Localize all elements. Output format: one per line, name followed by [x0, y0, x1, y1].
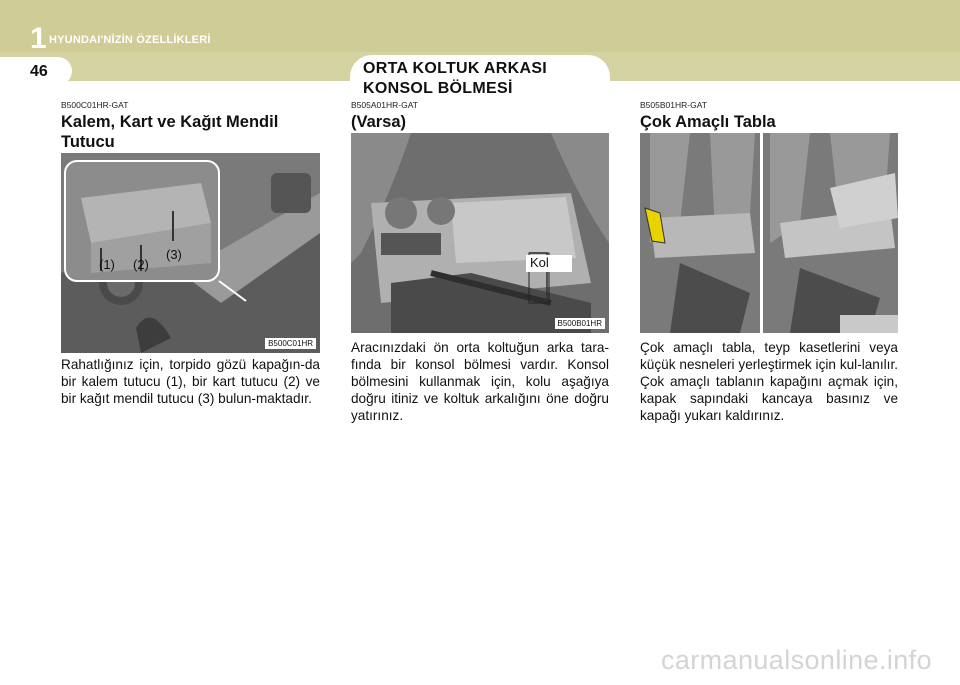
console-illustration	[351, 133, 609, 333]
section-title: ORTA KOLTUK ARKASI KONSOL BÖLMESİ	[363, 60, 548, 97]
column-pen-card-holder	[61, 100, 319, 152]
tray-photo	[640, 133, 898, 333]
body-text: Rahatlığınız için, torpido gözü kapağın-da bir kalem tutucu (1), bir kart tutucu (2) ve bir kağıt mendil tutucu (3) bulun-maktadır.	[61, 357, 320, 406]
glovebox-photo	[61, 153, 320, 353]
section-code: B500C01HR-GAT	[61, 100, 129, 110]
page-number: 46	[30, 63, 48, 80]
column-console-storage	[351, 100, 609, 132]
tray-illustration	[640, 133, 898, 333]
image-code: B500C01HR	[265, 338, 316, 349]
section-heading: Kalem, Kart ve Kağıt Mendil Tutucu	[61, 113, 279, 151]
chapter-number: 1	[30, 22, 47, 55]
section-heading: (Varsa)	[351, 113, 407, 131]
section-code: B505A01HR-GAT	[351, 100, 418, 110]
body-text: Aracınızdaki ön orta koltuğun arka tara-fında bir konsol bölmesi vardır. Konsol bölmesini kullanmak için, kolu aşağıya doğru itiniz ve koltuk arkalığını öne doğru yatırınız.	[351, 340, 609, 423]
glovebox-illustration	[61, 153, 320, 353]
callout-3: (3)	[166, 247, 182, 262]
column-multipurpose-tray	[640, 100, 898, 132]
watermark: carmanualsonline.info	[660, 645, 932, 675]
section-code: B505B01HR-GAT	[640, 100, 707, 110]
section-heading: Çok Amaçlı Tabla	[640, 113, 776, 131]
console-photo	[351, 133, 609, 333]
chapter-title: HYUNDAI'NİZİN ÖZELLİKLERİ	[49, 34, 211, 46]
callout-1: (1)	[99, 257, 115, 272]
callout-2: (2)	[133, 257, 149, 272]
image-code: B500B01HR	[555, 318, 605, 329]
callout-lever: Kol	[530, 255, 549, 270]
body-text: Çok amaçlı tabla, teyp kasetlerini veya küçük nesneleri yerleştirmek için kul-lanılır. Çok amaçlı tablanın kapağını açmak için, kapak sapındaki kancaya basınız ve kapağı yukarı kaldırınız.	[640, 340, 898, 423]
